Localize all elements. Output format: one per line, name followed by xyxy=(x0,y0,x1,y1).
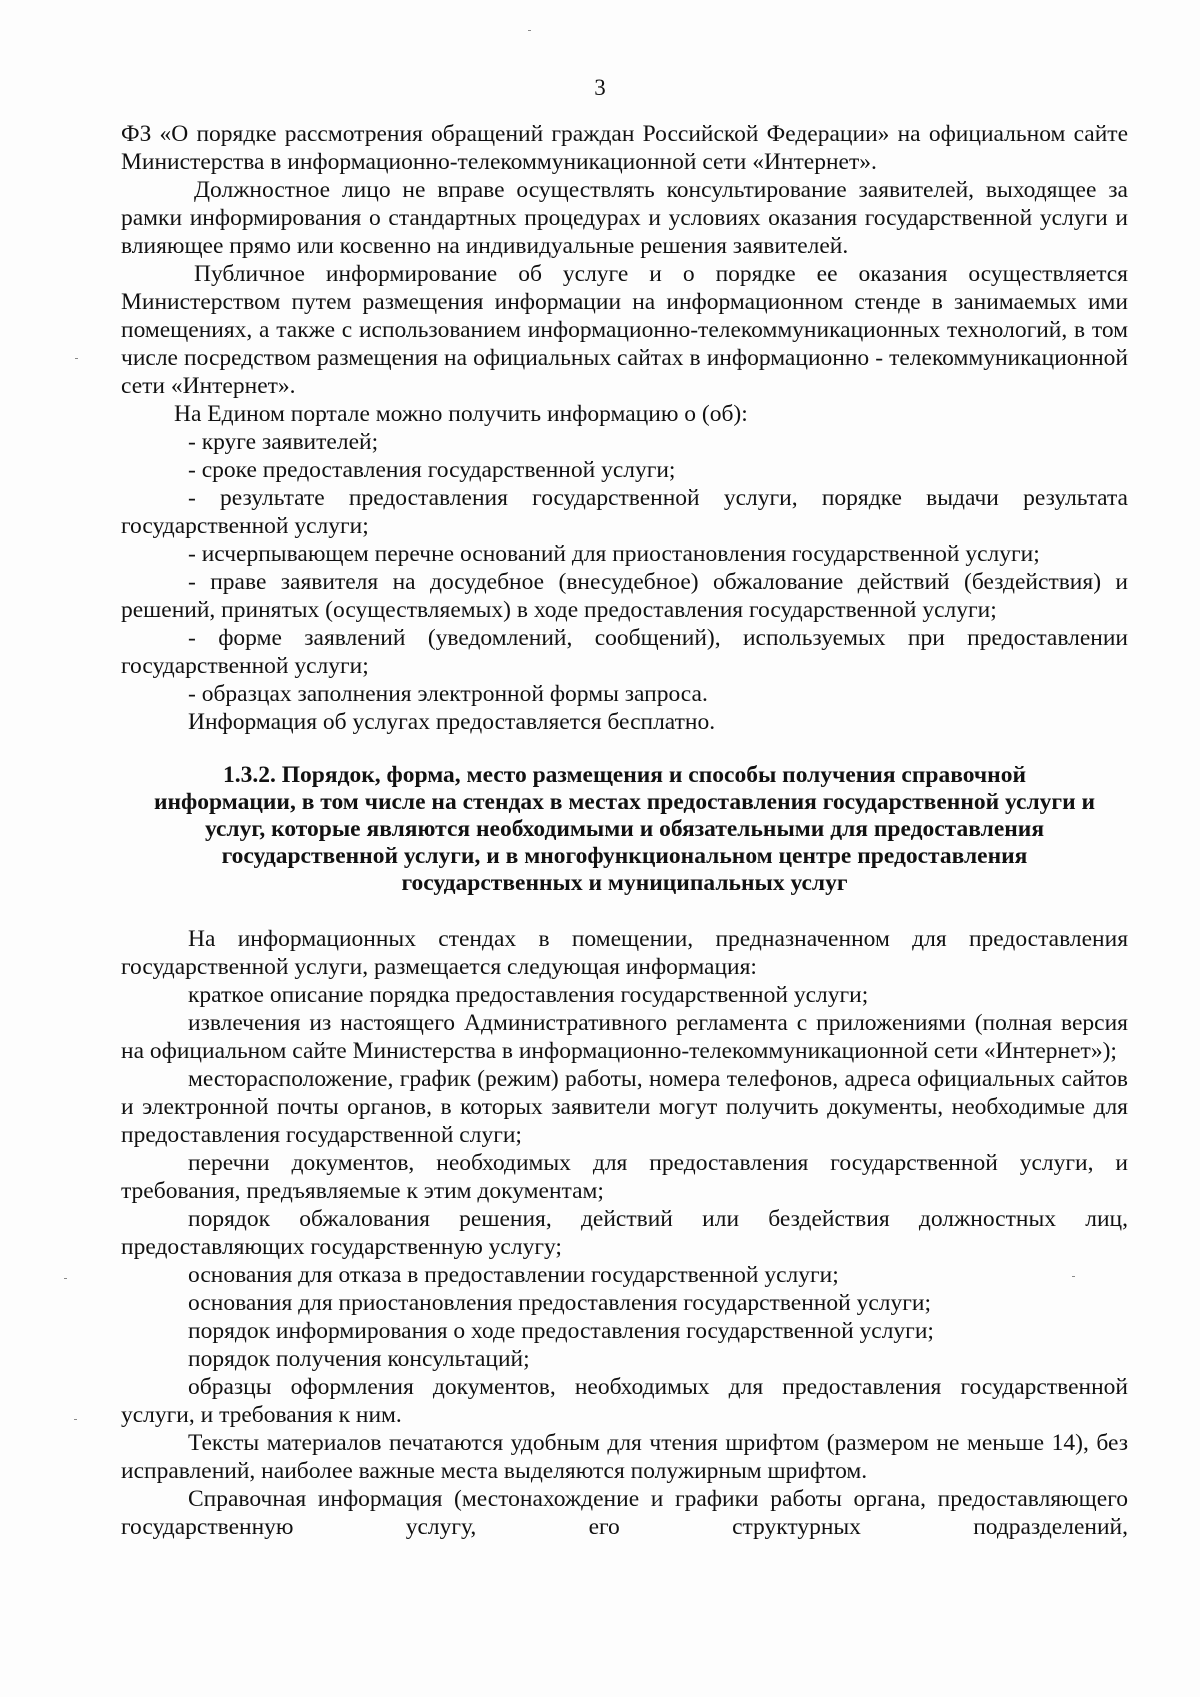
stands-list-item: порядок обжалования решения, действий или бездействия должностных лиц, предоставляющих государственную услугу; xyxy=(121,1206,1128,1260)
scan-speck xyxy=(75,358,78,359)
portal-list-item: - исчерпывающем перечне оснований для приостановления государственной услуги; xyxy=(188,541,1040,567)
scan-speck xyxy=(1072,1276,1075,1277)
paragraph-consulting-limits: Должностное лицо не вправе осуществлять консультирование заявителей, выходящее за рамки информирования о стандартных процедурах и условиях оказания государственной услуги и влияющее прямо или косвенно на индивидуальные решения заявителей. xyxy=(121,177,1128,259)
section-heading-1-3-2 xyxy=(121,762,1128,897)
paragraph-portal-intro: На Едином портале можно получить информацию о (об): xyxy=(174,401,748,427)
paragraph-free-info: Информация об услугах предоставляется бесплатно. xyxy=(188,709,716,735)
page-number: 3 xyxy=(594,75,606,100)
stands-list-item: извлечения из настоящего Административного регламента с приложениями (полная версия на официальном сайте Министерства в информационно-телекоммуникационной сети «Интернет»); xyxy=(121,1010,1128,1064)
document-body xyxy=(121,120,1128,1541)
stands-list-item: порядок информирования о ходе предоставления государственной услуги; xyxy=(188,1318,934,1344)
paragraph-reference-info: Справочная информация (местонахождение и графики работы органа, предоставляющего государственную услугу, его структурных подразделений, xyxy=(121,1486,1128,1540)
stands-list-item: основания для отказа в предоставлении государственной услуги; xyxy=(188,1262,839,1288)
paragraph-public-informing: Публичное информирование об услуге и о порядке ее оказания осуществляется Министерством путем размещения информации на информационном стенде в занимаемых ими помещениях, а также с использованием информационно-телекоммуникационных технологий, в том числе посредством размещения на официальных сайтах в информационно - телекоммуникационной сети «Интернет». xyxy=(121,261,1128,399)
portal-list-item: - праве заявителя на досудебное (внесудебное) обжалование действий (бездействия) и решений, принятых (осуществляемых) в ходе предоставления государственной услуги; xyxy=(121,569,1128,623)
section-heading-line: государственной услуги, и в многофункциональном центре предоставления xyxy=(221,843,1028,869)
portal-list-item: - сроке предоставления государственной услуги; xyxy=(188,457,676,483)
stands-list-item: месторасположение, график (режим) работы, номера телефонов, адреса официальных сайтов и электронной почты органов, в которых заявители могут получить документы, необходимые для предоставления государственной слуги; xyxy=(121,1066,1128,1148)
paragraph-font-requirements: Тексты материалов печатаются удобным для чтения шрифтом (размером не меньше 14), без исправлений, наиболее важные места выделяются полужирным шрифтом. xyxy=(121,1430,1128,1484)
portal-list-item: - результате предоставления государственной услуги, порядке выдачи результата государственной услуги; xyxy=(121,485,1128,539)
section-heading-line: государственных и муниципальных услуг xyxy=(401,870,848,896)
section-heading-line: услуг, которые являются необходимыми и обязательными для предоставления xyxy=(204,816,1045,842)
stands-list-item: образцы оформления документов, необходимых для предоставления государственной услуги, и требования к ним. xyxy=(121,1374,1128,1428)
stands-list-item: краткое описание порядка предоставления государственной услуги; xyxy=(188,982,869,1008)
stands-list-item: порядок получения консультаций; xyxy=(188,1346,530,1372)
section-heading-line: информации, в том числе на стендах в местах предоставления государственной услуги и xyxy=(153,789,1096,815)
portal-list-item: - круге заявителей; xyxy=(188,429,379,455)
stands-list-item: основания для приостановления предоставления государственной услуги; xyxy=(188,1290,931,1316)
paragraph-law-reference: ФЗ «О порядке рассмотрения обращений граждан Российской Федерации» на официальном сайте Министерства в информационно-телекоммуникационной сети «Интернет». xyxy=(121,121,1128,175)
portal-list-item: - форме заявлений (уведомлений, сообщений), используемых при предоставлении государственной услуги; xyxy=(121,625,1128,679)
stands-list-item: перечни документов, необходимых для предоставления государственной услуги, и требования, предъявляемые к этим документам; xyxy=(121,1150,1128,1204)
paragraph-stands-intro: На информационных стендах в помещении, предназначенном для предоставления государственной услуги, размещается следующая информация: xyxy=(121,926,1128,980)
scan-speck xyxy=(74,1419,77,1420)
portal-list-item: - образцах заполнения электронной формы запроса. xyxy=(188,681,708,707)
scan-speck xyxy=(64,1278,67,1279)
section-heading-line: 1.3.2. Порядок, форма, место размещения и способы получения справочной xyxy=(223,762,1026,788)
scan-speck xyxy=(528,30,531,31)
